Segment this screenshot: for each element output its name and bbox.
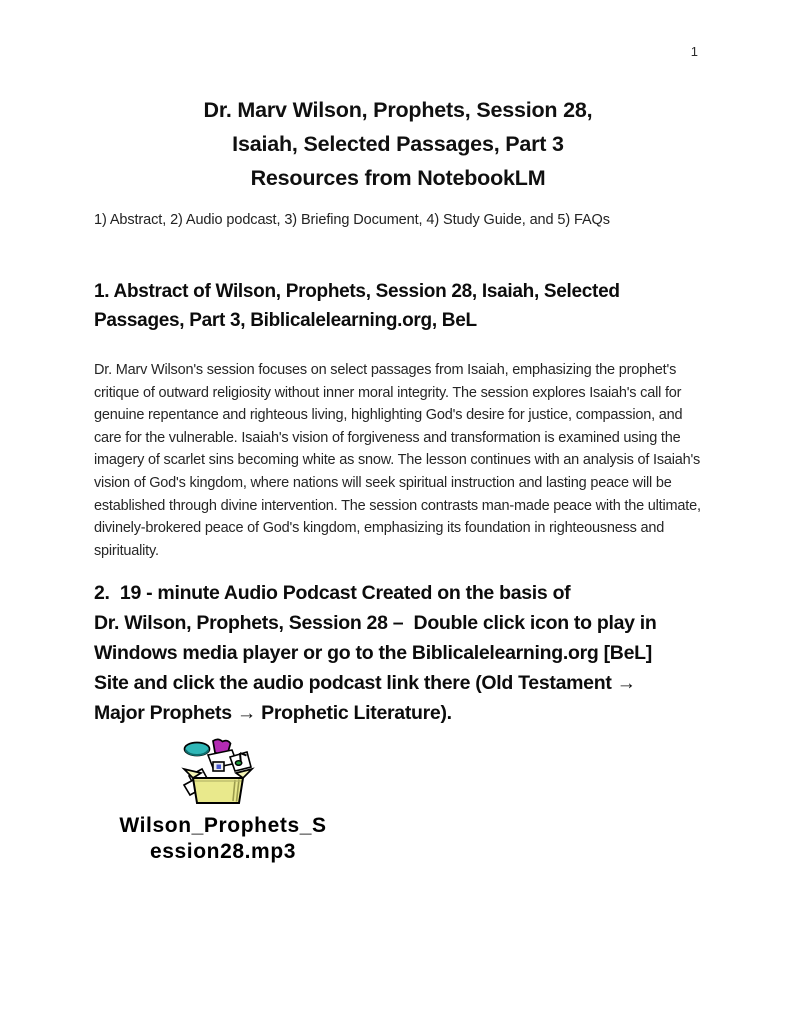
document-content [94, 0, 702, 865]
title-line-3: Resources from NotebookLM [250, 166, 546, 190]
podcast-heading-line-3: Windows media player or go to the Biblicalelearning.org [BeL] [94, 642, 652, 665]
title-line-2: Isaiah, Selected Passages, Part 3 [232, 132, 564, 156]
abstract-paragraph: Dr. Marv Wilson's session focuses on select passages from Isaiah, emphasizing the prophet's critique of outward religiosity without inner moral integrity. The session explores Isaiah's call for genuine repentance and righteous living, highlighting God's desire for justice, compassion, and care for the vulnerable. Isaiah's vision of forgiveness and transformation is examined using the imagery of scarlet sins becoming white as snow. The lesson continues with an analysis of Isaiah's vision of God's kingdom, where nations will seek spiritual instruction and lasting peace will be established through divine intervention. The session contrasts man-made peace with the ultimate, divinely-brokered peace of God's kingdom, emphasizing its foundation in righteousness and spirituality. [94, 362, 701, 559]
document-title [94, 93, 702, 195]
filename-line-2: ession28.mp3 [149, 840, 297, 864]
title-line-1: Dr. Marv Wilson, Prophets, Session 28, [203, 98, 593, 122]
audio-attachment[interactable] [94, 738, 352, 865]
podcast-heading-line-4: Site and click the audio podcast link there (Old Testament → [94, 672, 636, 695]
attachment-filename [94, 813, 352, 865]
media-clip-package-icon[interactable] [180, 738, 256, 806]
abstract-section-heading: 1. Abstract of Wilson, Prophets, Session 28, Isaiah, Selected Passages, Part 3, Biblicalelearning.org, BeL [94, 281, 620, 331]
podcast-heading-line-1: 2. 19 - minute Audio Podcast Created on the basis of [94, 582, 571, 605]
resources-list-subtitle: 1) Abstract, 2) Audio podcast, 3) Briefing Document, 4) Study Guide, and 5) FAQs [94, 212, 610, 228]
podcast-heading-line-2: Dr. Wilson, Prophets, Session 28 – Double click icon to play in [94, 612, 657, 635]
filename-line-1: Wilson_Prophets_S [119, 814, 327, 838]
page-number: 1 [690, 44, 698, 59]
podcast-section-heading [94, 578, 702, 728]
podcast-heading-line-5: Major Prophets → Prophetic Literature). [94, 702, 452, 725]
